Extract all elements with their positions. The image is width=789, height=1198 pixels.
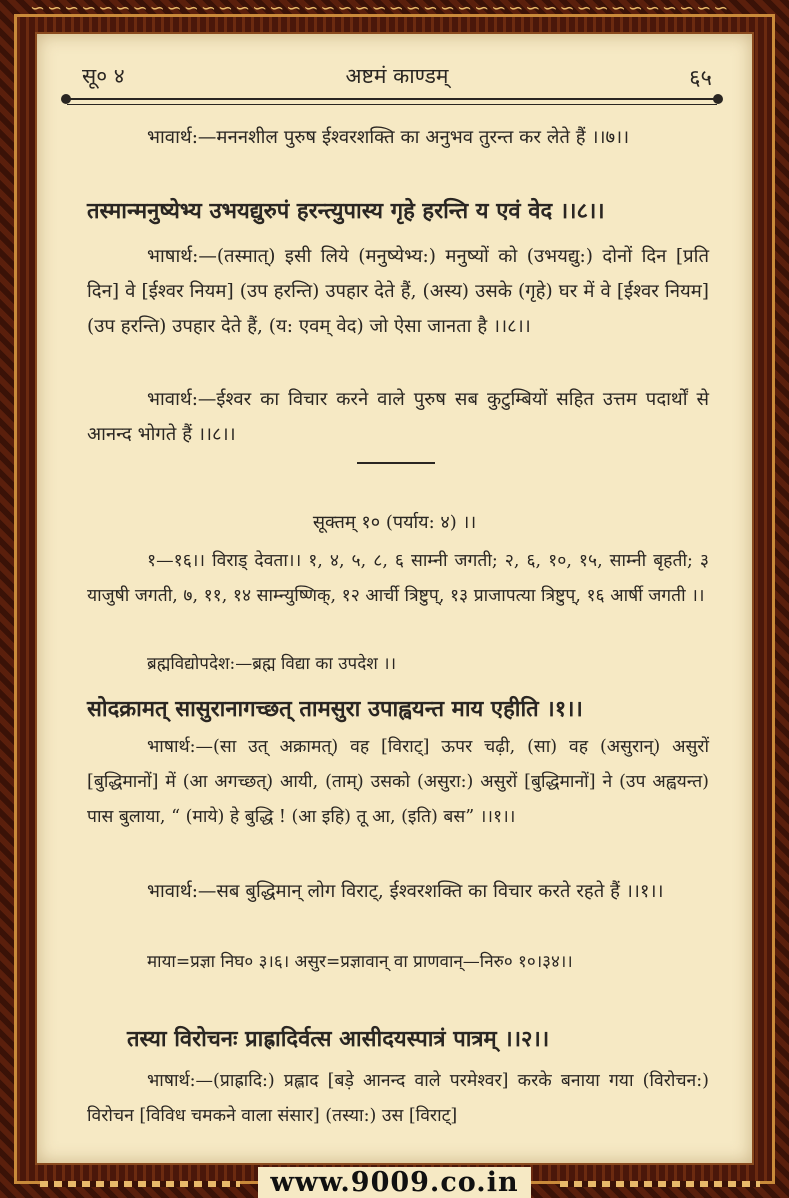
website-url: www.9009.co.in xyxy=(258,1167,530,1198)
sukta-heading: सूक्तम् १० (पर्याय: ४) ।। xyxy=(312,512,477,533)
mantra-8: तस्मान्मनुष्येभ्य उभयद्युरुपं हरन्त्युपास्य गृहे हरन्ति य एवं वेद ।।८।। xyxy=(87,198,605,224)
mantra-2: तस्या विरोचनः प्राह्रादिर्वत्स आसीदयस्पात्रं पात्रम् ।।२।। xyxy=(127,1026,550,1052)
footer-ornament-left xyxy=(40,1181,240,1187)
site-footer xyxy=(0,1167,789,1197)
bhavartha-1: भावार्थ:—सब बुद्धिमान् लोग विराट्, ईश्वरशक्ति का विचार करते रहते हैं ।।१।। xyxy=(147,881,664,902)
ornament-swirl-top: ∽∽∽∽∽∽∽∽∽∽∽∽∽∽∽∽∽∽∽∽∽∽∽∽∽∽∽∽∽∽∽∽∽∽∽∽∽∽∽∽∽ xyxy=(30,0,731,19)
scripture-page xyxy=(35,32,754,1165)
mantra-1: सोदक्रामत् सासुरानागच्छत् तामसुरा उपाह्वयन्त माय एहीति ।१।। xyxy=(87,696,583,722)
sukta-number: सू० ४ xyxy=(82,64,125,88)
section-divider xyxy=(357,462,435,464)
devata-chhanda: १—१६।। विराड् देवता।। १, ४, ५, ८, ६ साम्नी जगती; २, ६, १०, १५, साम्नी बृहती; ३ याजुषी जगती, ७, ११, १४ साम्न्युष्णिक्, १२ आर्ची त्रिष्टुप्, १३ प्राजापत्या त्रिष्टुप्, १६ आर्षी जगती ।। xyxy=(87,551,709,606)
kanda-title: अष्टमं काण्डम् xyxy=(345,64,449,88)
bhashartha-2: भाषार्थ:—(प्राह्रादि:) प्रह्लाद [बड़े आनन्द वाले परमेश्वर] करके बनाया गया (विरोचन:) विरोचन [विविध चमकने वाला संसार] (तस्या:) उस [विराट्] xyxy=(87,1071,709,1126)
upadesha-line: ब्रह्मविद्योपदेश:—ब्रह्म विद्या का उपदेश ।। xyxy=(147,654,397,674)
nighantu-note: माया=प्रज्ञा निघ० ३।६। असुर=प्रज्ञावान् वा प्राणवान्—निरु० १०।३४।। xyxy=(147,952,573,972)
bhashartha-8: भाषार्थ:—(तस्मात्) इसी लिये (मनुष्येभ्य:) मनुष्यों को (उभयद्यु:) दोनों दिन [प्रति दिन] वे [ईश्वर नियम] (उप हरन्ति) उपहार देते हैं, (अस्य) उसके (गृहे) घर में वे [ईश्वर नियम] (उप हरन्ति) उपहार देते हैं, (य: एवम् वेद) जो ऐसा जानता है ।।८।। xyxy=(87,246,709,337)
bhashartha-1: भाषार्थ:—(सा उत् अक्रामत्) वह [विराट्] ऊपर चढ़ी, (सा) वह (असुरान्) असुरों [बुद्धिमानों] में (आ अगच्छत्) आयी, (ताम्) उसको (असुरा:) असुरों [बुद्धिमानों] ने (उप अह्वयन्त) पास बुलाया, “ (माये) हे बुद्धि ! (आ इहि) तू आ, (इति) बस” ।।१।। xyxy=(87,737,709,827)
footer-ornament-right xyxy=(560,1181,760,1187)
bhavartha-8: भावार्थ:—ईश्वर का विचार करने वाले पुरुष सब कुटुम्बियों सहित उत्तम पदार्थों से आनन्द भोगते हैं ।।८।। xyxy=(87,389,709,445)
page-number: ६५ xyxy=(689,66,712,91)
page-header xyxy=(82,62,712,90)
header-rule xyxy=(67,98,717,105)
bhavartha-7: भावार्थ:—मननशील पुरुष ईश्वरशक्ति का अनुभव तुरन्त कर लेते हैं ।।७।। xyxy=(147,127,630,148)
